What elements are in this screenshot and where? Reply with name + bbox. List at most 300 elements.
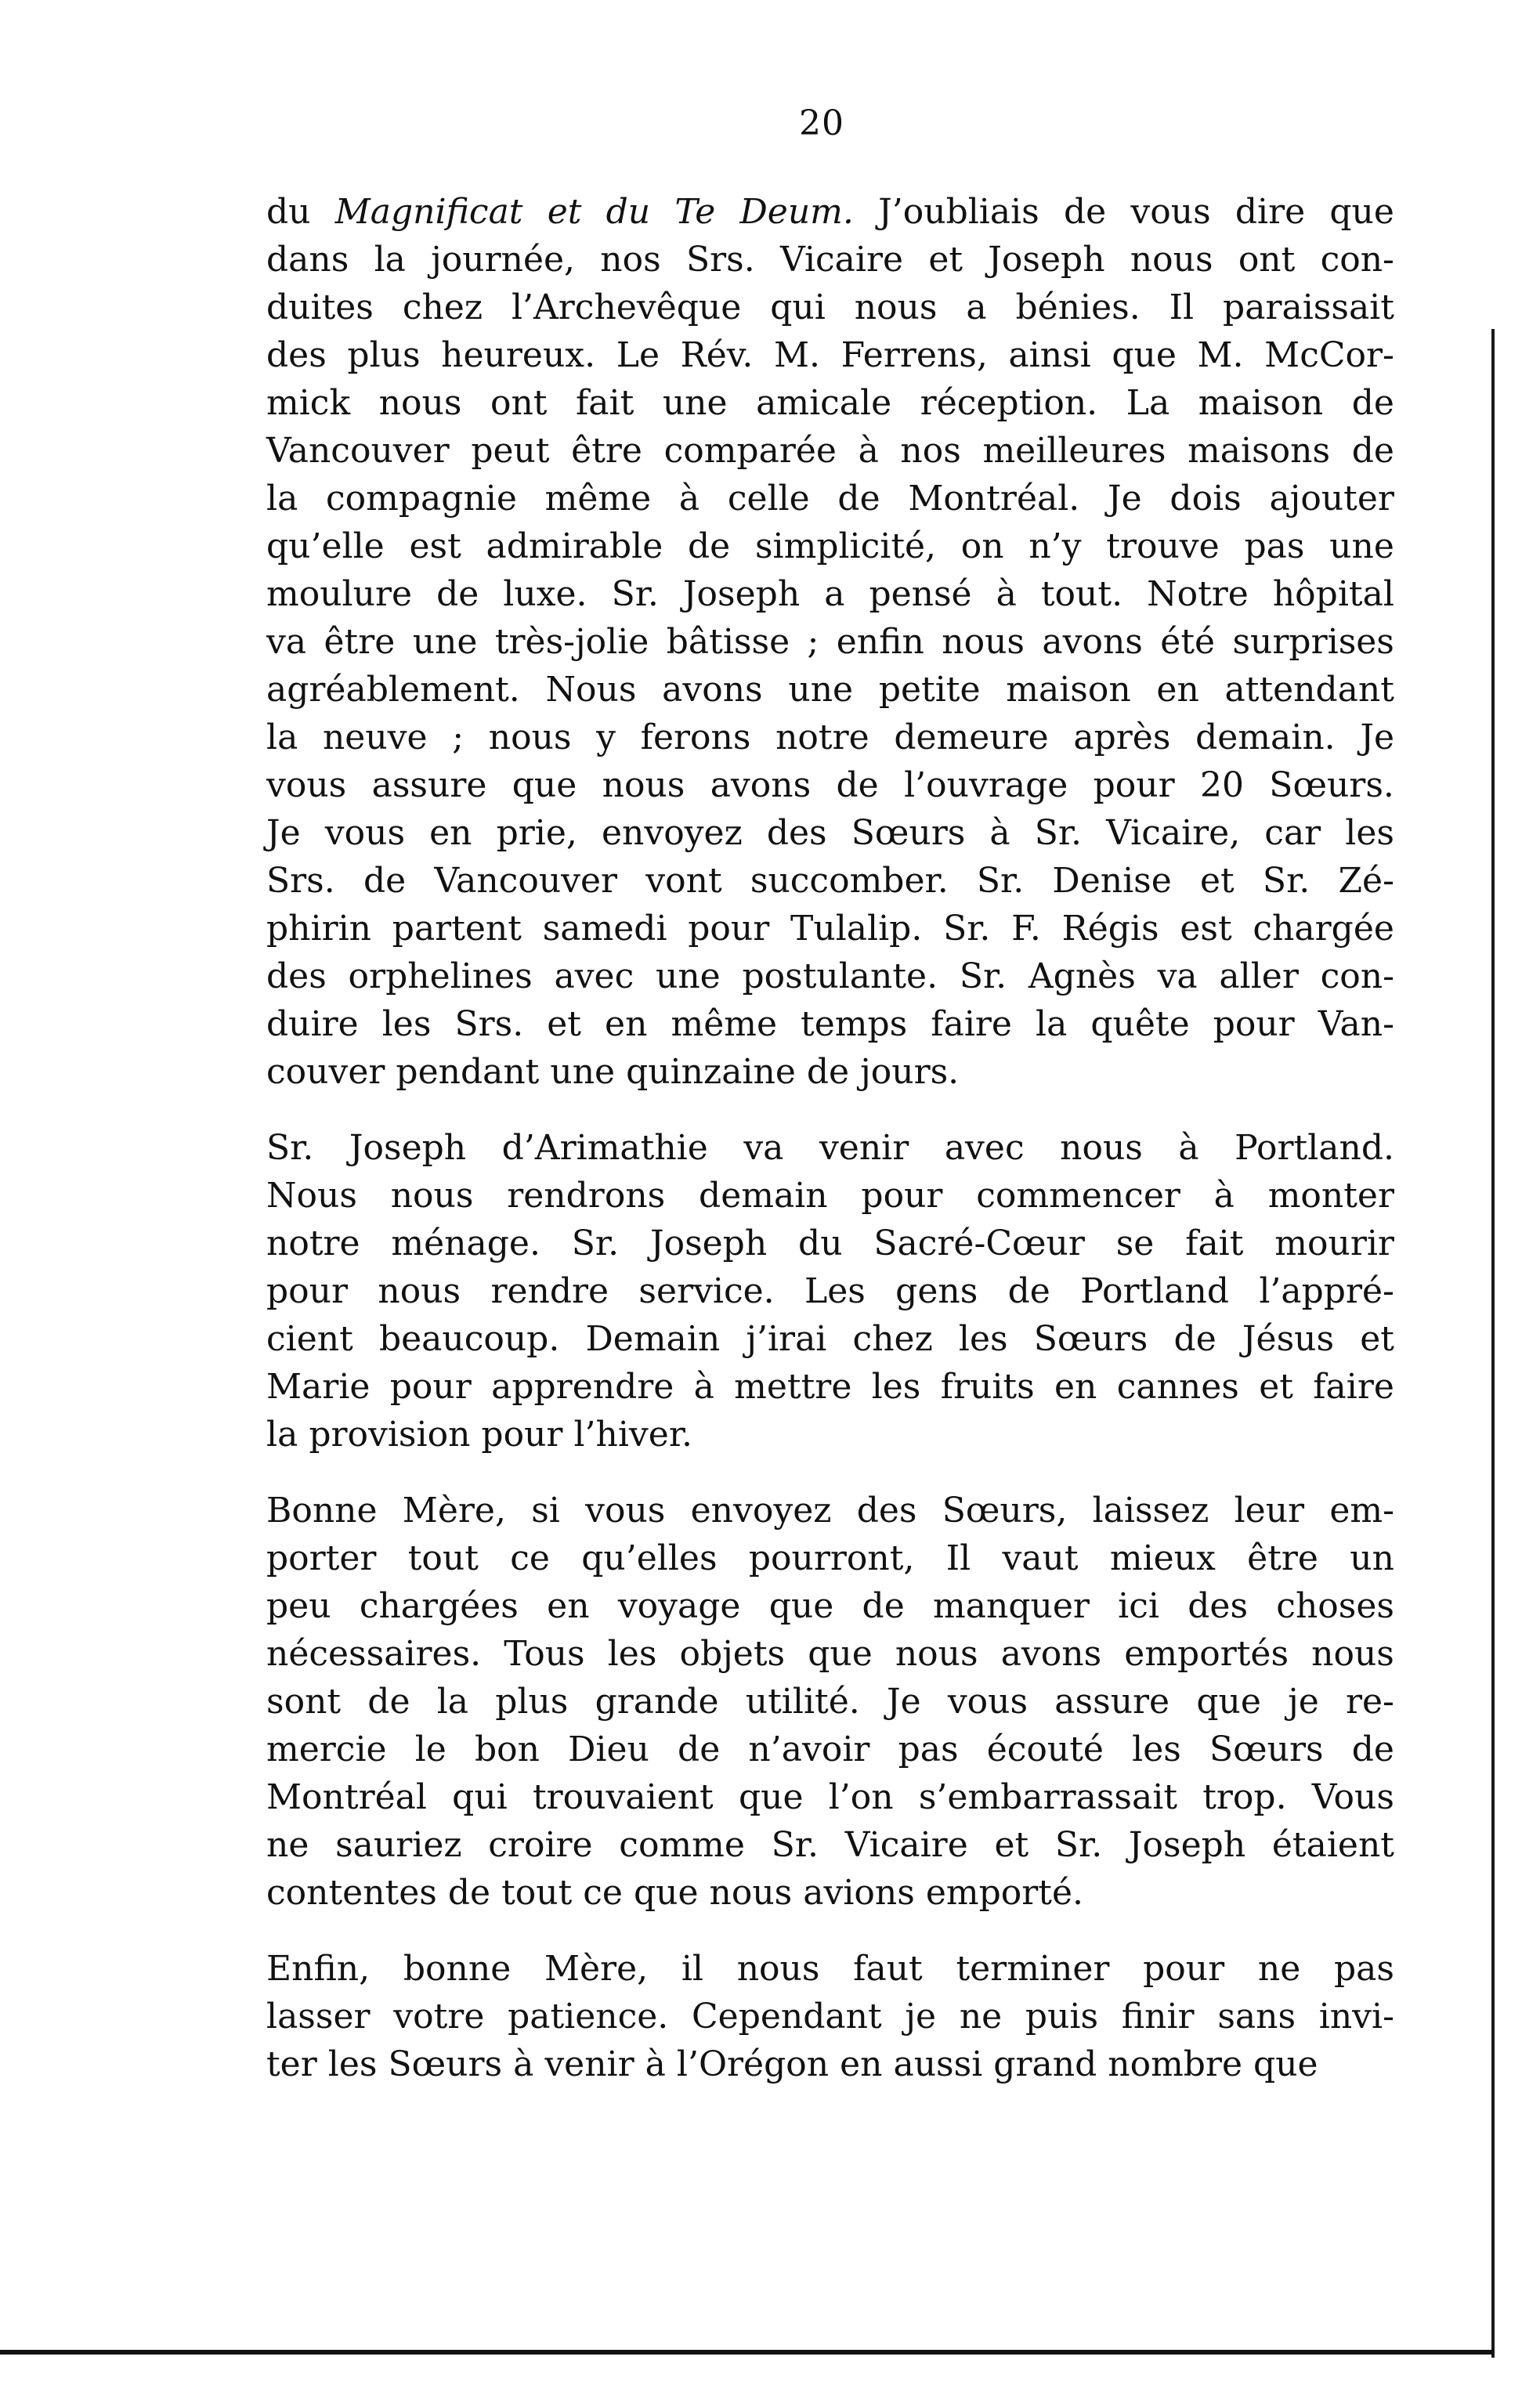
text-line [266, 1220, 1394, 1267]
word: re- [1345, 1682, 1394, 1722]
word: paraissait [1223, 287, 1394, 327]
word: pourront, [748, 1538, 915, 1578]
word: et [928, 240, 963, 280]
word: de [363, 861, 407, 901]
word: car [1264, 813, 1321, 853]
word: Sœurs [1209, 1729, 1324, 1769]
word: apprendre [491, 1367, 674, 1407]
word: pour [389, 1367, 472, 1407]
word: samedi [542, 909, 667, 949]
word: neuve [322, 717, 428, 757]
word: les [1132, 1729, 1181, 1769]
word: nous [378, 383, 462, 423]
word: Sœurs, [942, 1491, 1068, 1531]
word: Sœurs [1033, 1319, 1148, 1359]
word: des [266, 956, 327, 996]
word: y [596, 717, 616, 757]
word: nous [1130, 240, 1213, 280]
word: croire [488, 1825, 593, 1865]
word: pas [1333, 1949, 1394, 1989]
word: sauriez [335, 1825, 462, 1865]
word: du [266, 192, 311, 232]
word: la [1036, 1004, 1068, 1044]
word: beaucoup. [378, 1319, 560, 1359]
text-line [266, 1534, 1394, 1582]
word: nombre [1108, 2044, 1243, 2084]
word: ici [1118, 1586, 1159, 1626]
word: attendant [1224, 670, 1394, 710]
word: Mère, [402, 1491, 506, 1531]
text-line [266, 1821, 1394, 1869]
text-line [266, 1411, 1394, 1458]
word: Sacré-Cœur [873, 1223, 1085, 1263]
word: du [798, 1223, 843, 1263]
word: surprises [1232, 622, 1394, 662]
word: Je [1360, 717, 1394, 757]
word: celle [727, 479, 810, 519]
word: Sr. [1034, 813, 1083, 853]
word: de [1351, 1729, 1394, 1769]
text-line [266, 379, 1394, 427]
word: journée, [431, 240, 576, 280]
word: je [1288, 1682, 1319, 1722]
word: vous [947, 1682, 1028, 1722]
word: la [374, 240, 406, 280]
word: peut [471, 431, 550, 471]
word: nous [709, 1873, 793, 1913]
word: succomber. [750, 861, 949, 901]
text-line [266, 522, 1394, 570]
word: Srs. [266, 861, 335, 901]
word: heureux. [441, 335, 596, 375]
word: bâtisse [666, 622, 790, 662]
text-line [266, 1582, 1394, 1630]
word: va [266, 622, 307, 662]
text-line [266, 809, 1394, 857]
word: Vancouver [434, 861, 618, 901]
word: Rév. [680, 335, 754, 375]
word: maison [1198, 383, 1324, 423]
text-line [266, 1172, 1394, 1220]
word: Sr. [959, 956, 1007, 996]
word: une [1329, 526, 1394, 566]
word: Deum. [739, 192, 854, 232]
word: à [1213, 1176, 1235, 1216]
word: laissez [1092, 1491, 1209, 1531]
word: Sr. [976, 861, 1025, 901]
word: pour [481, 1415, 563, 1455]
word: pour [266, 1271, 349, 1311]
word: terminer [956, 1949, 1110, 1989]
word: notre [266, 1223, 360, 1263]
word: Les [804, 1271, 866, 1311]
word: chargée [1253, 909, 1394, 949]
text-line [266, 427, 1394, 475]
word: nos [900, 431, 961, 471]
word: gens [895, 1271, 978, 1311]
word: maisons [1188, 431, 1331, 471]
text-line [266, 1773, 1394, 1821]
word: Zé- [1338, 861, 1394, 901]
word: nous [378, 1271, 461, 1311]
word: quinzaine [626, 1052, 796, 1092]
word: en [605, 1004, 648, 1044]
word: Portland. [1235, 1128, 1394, 1168]
word: les [381, 1004, 432, 1044]
word: le [414, 1729, 446, 1769]
word: admirable [486, 526, 663, 566]
word: nous [942, 622, 1025, 662]
word: de [836, 765, 879, 805]
word: grande [595, 1682, 719, 1722]
word: duire [266, 1004, 359, 1044]
text-line [266, 1124, 1394, 1172]
word: Joseph [649, 1223, 768, 1263]
word: chez [852, 1319, 933, 1359]
text-line [266, 188, 1394, 236]
word: les [958, 1319, 1008, 1359]
word: à [1178, 1128, 1199, 1168]
word: d’Arimathie [501, 1128, 708, 1168]
word: des [1188, 1586, 1249, 1626]
word: Le [616, 335, 660, 375]
word: des [266, 335, 327, 375]
word: que [768, 1586, 834, 1626]
word: pour [1213, 1004, 1295, 1044]
word: Vicaire [779, 240, 904, 280]
word: les [607, 1634, 657, 1674]
word: enfin [836, 622, 924, 662]
word: vous [324, 813, 406, 853]
word: phirin [266, 909, 372, 949]
text-line [266, 331, 1394, 379]
word: Joseph [988, 240, 1105, 280]
word: porter [266, 1538, 377, 1578]
word: avec [554, 956, 634, 996]
word: ce [583, 1873, 623, 1913]
text-line [266, 905, 1394, 952]
word: à [513, 2044, 534, 2084]
word: McCor- [1264, 335, 1394, 375]
word: Sr. [771, 1825, 819, 1865]
word: plus [495, 1682, 569, 1722]
word: que [512, 765, 577, 805]
word: finir [1121, 1997, 1195, 2037]
word: en [547, 1586, 590, 1626]
word: si [531, 1491, 560, 1531]
word: avons [1000, 1634, 1102, 1674]
text-line [266, 475, 1394, 522]
word: je [905, 1997, 937, 2037]
word: lasser [266, 1997, 371, 2037]
word: mourir [1274, 1223, 1394, 1263]
word: grand [993, 2044, 1097, 2084]
word: jours. [860, 1052, 960, 1092]
word: nécessaires. [266, 1634, 482, 1674]
body-text [266, 188, 1394, 2116]
paragraph [266, 1945, 1394, 2088]
word: à [645, 2044, 666, 2084]
word: comme [619, 1825, 745, 1865]
word: luxe. [503, 574, 587, 614]
word: Il [1169, 287, 1195, 327]
word: Vicaire, [1106, 813, 1241, 853]
word: Montréal [266, 1777, 427, 1817]
word: bénies. [1015, 287, 1141, 327]
word: faire [931, 1004, 1012, 1044]
word: ont [1238, 240, 1296, 280]
word: Je [1108, 479, 1142, 519]
word: dois [1169, 479, 1242, 519]
word: M. [1197, 335, 1244, 375]
word: avons [662, 670, 763, 710]
word: aussi [893, 2044, 983, 2084]
word: de [862, 1586, 905, 1626]
word: orphelines [348, 956, 533, 996]
word: duites [266, 287, 374, 327]
word: s’embarrassait [918, 1777, 1177, 1817]
word: ont [490, 383, 548, 423]
text-line [266, 1315, 1394, 1363]
word: avec [944, 1128, 1025, 1168]
word: fruits [940, 1367, 1035, 1407]
word: Je [266, 813, 301, 853]
word: Vous [1311, 1777, 1394, 1817]
word: Il [945, 1538, 971, 1578]
text-line [266, 570, 1394, 618]
word: comparée [663, 431, 837, 471]
word: Sr. [571, 1223, 620, 1263]
word: Notre [1147, 574, 1249, 614]
word: ne [1257, 1949, 1301, 1989]
word: l’on [828, 1777, 894, 1817]
word: dans [266, 240, 349, 280]
text-line [266, 1487, 1394, 1534]
word: fait [1185, 1223, 1244, 1263]
word: Demain [585, 1319, 721, 1359]
word: se [1115, 1223, 1155, 1263]
word: Vancouver [266, 431, 450, 471]
word: j’irai [746, 1319, 827, 1359]
word: tout. [1040, 574, 1123, 614]
word: Ferrens, [840, 335, 988, 375]
word: n’avoir [748, 1729, 870, 1769]
word: Srs. [454, 1004, 524, 1044]
word: Mère, [544, 1949, 649, 1989]
word: envoyez [601, 813, 743, 853]
text-line [266, 952, 1394, 1000]
word: ajouter [1269, 479, 1394, 519]
word: vous [266, 765, 347, 805]
page-edge-rule [1491, 329, 1495, 2358]
word: ainsi [1008, 335, 1091, 375]
word: compagnie [326, 479, 517, 519]
word: emportés [1124, 1634, 1289, 1674]
word: Sœurs [851, 813, 966, 853]
word: Joseph [682, 574, 801, 614]
word: patience. [508, 1997, 669, 2037]
word: Joseph [349, 1128, 467, 1168]
word: Marie [266, 1367, 371, 1407]
word: chargées [359, 1586, 519, 1626]
word: Sr. [266, 1128, 314, 1168]
word: l’hiver. [573, 1415, 693, 1455]
word: Je [886, 1682, 921, 1722]
word: qui [452, 1777, 508, 1817]
word: hôpital [1272, 574, 1394, 614]
word: dire [1235, 192, 1306, 232]
word: cannes [1116, 1367, 1239, 1407]
word: être [571, 431, 642, 471]
word: moulure [266, 574, 413, 614]
word: ; [452, 717, 465, 757]
word: maison [1006, 670, 1131, 710]
word: que [808, 1634, 873, 1674]
word: et [1259, 1367, 1293, 1407]
word: fait [576, 383, 634, 423]
word: sans [1217, 1997, 1296, 2037]
word: Nous [266, 1176, 357, 1216]
word: nos [600, 240, 661, 280]
word: écouté [986, 1729, 1104, 1769]
word: con- [1320, 240, 1394, 280]
word: de [1173, 1319, 1216, 1359]
word: que [1253, 2044, 1318, 2084]
word: vous [1130, 192, 1211, 232]
word: l’appré- [1259, 1271, 1394, 1311]
word: La [1126, 383, 1170, 423]
word: tout [501, 1873, 573, 1913]
word: M. [774, 335, 821, 375]
word: été [1160, 622, 1216, 662]
word: mercie [266, 1729, 387, 1769]
word: la [436, 1682, 469, 1722]
word: de [1007, 1271, 1050, 1311]
word: Nous [545, 670, 637, 710]
word: Denise [1052, 861, 1172, 901]
text-line [266, 1630, 1394, 1678]
word: pour [1093, 765, 1175, 805]
word: service. [638, 1271, 775, 1311]
word: sont [266, 1682, 342, 1722]
word: con- [1320, 956, 1394, 996]
text-line [266, 714, 1394, 761]
word: vaut [1002, 1538, 1079, 1578]
word: l’Orégon [676, 2044, 830, 2084]
word: de [367, 1682, 410, 1722]
word: une [788, 670, 854, 710]
word: venir [544, 2044, 634, 2084]
word: rendrons [507, 1176, 666, 1216]
word: Sr. [943, 909, 991, 949]
word: et [1199, 861, 1235, 901]
word: bon [475, 1729, 540, 1769]
word: les [871, 1367, 921, 1407]
word: il [681, 1949, 703, 1989]
word: après [1073, 717, 1171, 757]
word: plus [347, 335, 421, 375]
word: venir [819, 1128, 909, 1168]
word: manquer [933, 1586, 1090, 1626]
word: ter [266, 2044, 317, 2084]
word: Sr. [1262, 861, 1310, 901]
text-line [266, 1945, 1394, 1993]
word: leur [1234, 1491, 1305, 1531]
word: demeure [894, 717, 1049, 757]
page-number: 20 [799, 103, 844, 143]
word: Bonne [266, 1491, 378, 1531]
word: trouvaient [532, 1777, 714, 1817]
word: postulante. [742, 956, 938, 996]
word: contentes [266, 1873, 437, 1913]
word: de [678, 1729, 721, 1769]
word: de [837, 479, 880, 519]
word: petite [878, 670, 981, 710]
word: les [327, 2044, 378, 2084]
word: de [436, 574, 479, 614]
word: l’ouvrage [904, 765, 1068, 805]
word: assure [1054, 1682, 1170, 1722]
word: a [824, 574, 845, 614]
word: Vicaire [844, 1825, 968, 1865]
word: nous [854, 287, 938, 327]
word: Joseph [1128, 1825, 1246, 1865]
word: que [1112, 335, 1177, 375]
word: en [840, 2044, 883, 2084]
word: Tulalip. [790, 909, 923, 949]
word: à [996, 574, 1017, 614]
word: faut [853, 1949, 923, 1989]
text-line [266, 1726, 1394, 1773]
word: que [633, 1873, 699, 1913]
word: Sr. [1054, 1825, 1103, 1865]
word: en [1156, 670, 1199, 710]
word: Montréal. [908, 479, 1080, 519]
word: quête [1090, 1004, 1190, 1044]
word: être [324, 622, 396, 662]
word: Régis [1061, 909, 1159, 949]
word: demain [699, 1176, 828, 1216]
word: nous [390, 1176, 474, 1216]
word: pensé [869, 574, 972, 614]
word: pendant [396, 1052, 540, 1092]
word: de [687, 526, 731, 566]
word: voyage [617, 1586, 741, 1626]
word: même [671, 1004, 777, 1044]
word: qu’elles [581, 1538, 718, 1578]
word: mettre [734, 1367, 852, 1407]
paragraph [266, 1487, 1394, 1917]
word: vous [585, 1491, 666, 1531]
word: invi- [1318, 1997, 1394, 2037]
word: très-jolie [494, 622, 649, 662]
text-line [266, 1048, 1394, 1096]
word: avons [710, 765, 812, 805]
word: Srs. [685, 240, 755, 280]
word: Sr. [611, 574, 659, 614]
word: cient [266, 1319, 353, 1359]
word: tout [407, 1538, 479, 1578]
word: assure [371, 765, 487, 805]
word: de [447, 1873, 491, 1913]
word: partent [392, 909, 522, 949]
word: de [1351, 383, 1394, 423]
word: ; [807, 622, 819, 662]
word: et [547, 192, 582, 232]
text-line [266, 2040, 1394, 2088]
word: prie, [496, 813, 577, 853]
word: Portland [1080, 1271, 1230, 1311]
